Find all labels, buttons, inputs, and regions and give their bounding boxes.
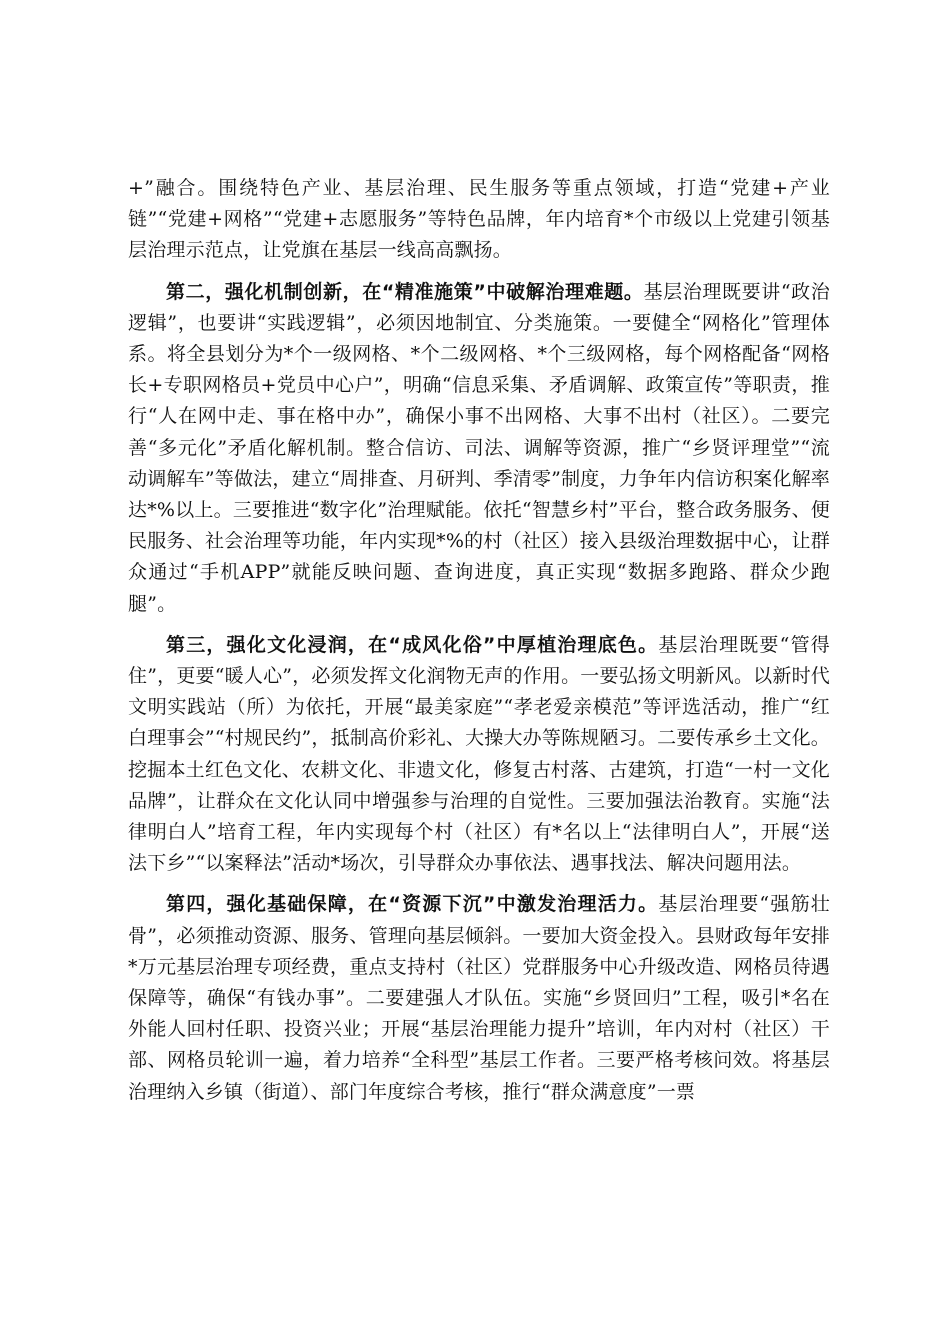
paragraph-body: +”融合。围绕特色产业、基层治理、民生服务等重点领域，打造“党建+产业链”“党建+网格”“党建+志愿服务”等特色品牌，年内培育*个市级以上党建引领基层治理示范点，让党旗在基层一线高高飘扬。 xyxy=(128,177,830,262)
paragraph-party-building-continued xyxy=(128,173,830,267)
paragraph-basic-guarantee xyxy=(128,889,830,1107)
document-body xyxy=(128,173,830,1108)
paragraph-body: 基层治理要“强筋壮骨”，必须推动资源、服务、管理向基层倾斜。一要加大资金投入。县财政每年安排*万元基层治理专项经费，重点支持村（社区）党群服务中心升级改造、网格员待遇保障等，确保“有钱办事”。二要建强人才队伍。实施“乡贤回归”工程，吸引*名在外能人回村任职、投资兴业；开展“基层治理能力提升”培训，年内对村（社区）干部、网格员轮训一遍，着力培养“全科型”基层工作者。三要严格考核问效。将基层治理纳入乡镇（街道）、部门年度综合考核，推行“群众满意度”一票 xyxy=(128,893,830,1103)
paragraph-heading: 第三，强化文化浸润，在“成风化俗”中厚植治理底色。 xyxy=(166,633,659,656)
paragraph-body: 基层治理既要讲“政治逻辑”，也要讲“实践逻辑”，必须因地制宜、分类施策。一要健全“网格化”管理体系。将全县划分为*个一级网格、*个二级网格、*个三级网格，每个网格配备“网格长+专职网格员+党员中心户”，明确“信息采集、矛盾调解、政策宣传”等职责，推行“人在网中走、事在格中办”，确保小事不出网格、大事不出村（社区）。二要完善“多元化”矛盾化解机制。整合信访、司法、调解等资源，推广“乡贤评理堂”“流动调解车”等做法，建立“周排查、月研判、季清零”制度，力争年内信访积案化解率达*%以上。三要推进“数字化”治理赋能。依托“智慧乡村”平台，整合政务服务、便民服务、社会治理等功能，年内实现*%的村（社区）接入县级治理数据中心，让群众通过“手机APP”就能反映问题、查询进度，真正实现“数据多跑路、群众少跑腿”。 xyxy=(128,280,830,615)
paragraph-cultural-infusion xyxy=(128,630,830,880)
paragraph-heading: 第二，强化机制创新，在“精准施策”中破解治理难题。 xyxy=(166,280,644,303)
paragraph-body: 基层治理既要“管得住”，更要“暖人心”，必须发挥文化润物无声的作用。一要弘扬文明新风。以新时代文明实践站（所）为依托，开展“最美家庭”“孝老爱亲模范”等评选活动，推广“红白理事会”“村规民约”，抵制高价彩礼、大操大办等陈规陋习。二要传承乡土文化。挖掘本土红色文化、农耕文化、非遗文化，修复古村落、古建筑，打造“一村一文化品牌”，让群众在文化认同中增强参与治理的自觉性。三要加强法治教育。实施“法律明白人”培育工程，年内实现每个村（社区）有*名以上“法律明白人”，开展“送法下乡”“以案释法”活动*场次，引导群众办事依法、遇事找法、解决问题用法。 xyxy=(128,633,830,875)
paragraph-heading: 第四，强化基础保障，在“资源下沉”中激发治理活力。 xyxy=(166,893,659,916)
paragraph-mechanism-innovation xyxy=(128,277,830,620)
